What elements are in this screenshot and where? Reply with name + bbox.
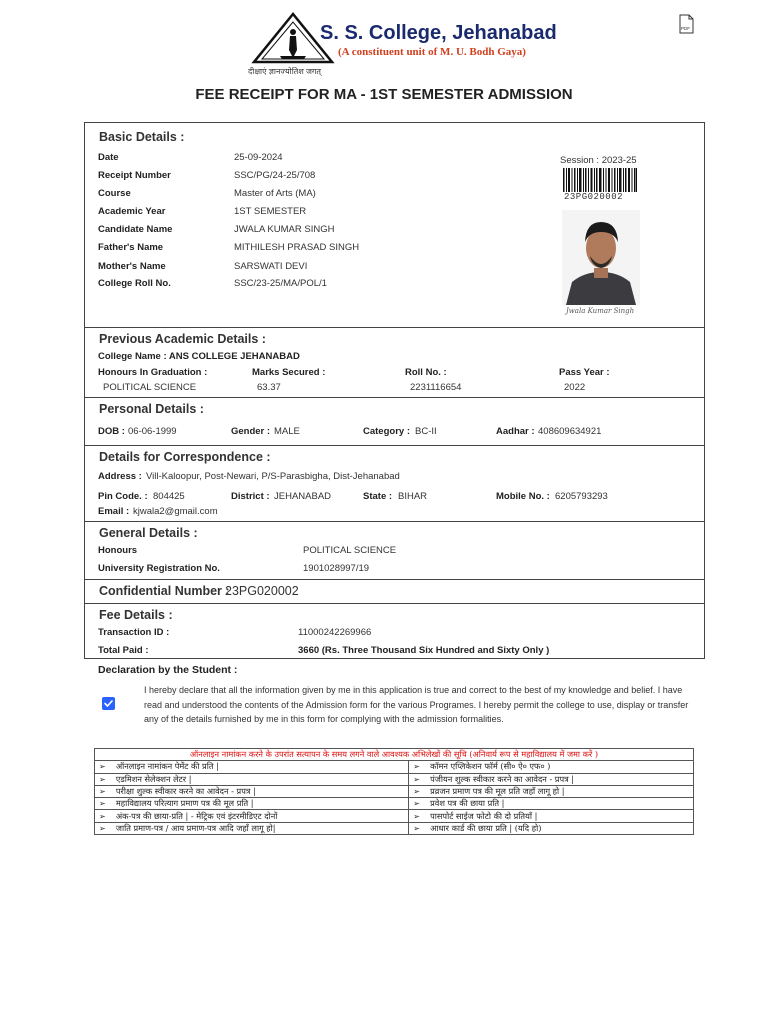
pass-year-value: 2022 bbox=[564, 382, 586, 393]
total-paid-label: Total Paid : bbox=[98, 645, 149, 656]
arrow-bullet-icon: ➢ bbox=[99, 822, 106, 833]
section-heading: Details for Correspondence : bbox=[99, 450, 271, 464]
honours-label: Honours bbox=[98, 545, 138, 556]
transaction-label: Transaction ID : bbox=[98, 627, 170, 638]
section-heading: Previous Academic Details : bbox=[99, 332, 266, 346]
table-row bbox=[95, 761, 694, 773]
table-cell bbox=[95, 822, 409, 834]
arrow-bullet-icon: ➢ bbox=[99, 773, 106, 784]
father-name-label: Father's Name bbox=[98, 242, 164, 253]
honours-subject-value: POLITICAL SCIENCE bbox=[303, 545, 397, 556]
email-label: Email : bbox=[98, 506, 130, 517]
table-cell bbox=[409, 822, 694, 834]
transaction-value: 11000242269966 bbox=[298, 627, 372, 638]
address-value: Vill-Kaloopur, Post-Newari, P/S-Parasbigha, Dist-Jehanabad bbox=[146, 471, 400, 482]
arrow-bullet-icon: ➢ bbox=[99, 810, 106, 821]
table-cell bbox=[95, 785, 409, 797]
svg-text:PDF: PDF bbox=[681, 26, 690, 31]
receipt-number-label: Receipt Number bbox=[98, 170, 171, 181]
document-item: प्रवेश पत्र की छाया प्रति | bbox=[430, 798, 505, 809]
declaration-title: Declaration by the Student : bbox=[98, 664, 238, 676]
total-paid-value: 3660 (Rs. Three Thousand Six Hundred and Sixty Only ) bbox=[298, 645, 550, 656]
confidential-value: 23PG020002 bbox=[225, 584, 299, 598]
college-name: S. S. College, Jehanabad bbox=[320, 22, 557, 44]
document-item: जाति प्रमाण-पत्र / आय प्रमाण-पत्र आदि जहाँ लागू हो| bbox=[115, 822, 276, 833]
date-value: 25-09-2024 bbox=[234, 152, 283, 163]
confidential-section bbox=[84, 580, 705, 604]
gender-value: MALE bbox=[274, 426, 300, 437]
state-value: BIHAR bbox=[398, 491, 428, 502]
document-item: एडमिशन सेलेक्शन लेटर | bbox=[115, 773, 192, 784]
pin-value: 804425 bbox=[153, 491, 185, 502]
course-label: Course bbox=[98, 188, 131, 199]
category-label: Category : bbox=[363, 426, 410, 437]
aadhar-value: 408609634921 bbox=[538, 426, 602, 437]
academic-year-label: Academic Year bbox=[98, 206, 166, 217]
document-item: प्रव्रजन प्रमाण पत्र की मूल प्रति जहाँ लागू हो | bbox=[430, 786, 565, 797]
arrow-bullet-icon: ➢ bbox=[99, 761, 106, 772]
roll-no-value: SSC/23-25/MA/POL/1 bbox=[234, 278, 327, 289]
document-item: अंक-पत्र की छाया-प्रति | - मेट्रिक एवं इंटरमीडिएट दोनों bbox=[115, 810, 278, 821]
honours-value: POLITICAL SCIENCE bbox=[103, 382, 197, 393]
pin-label: Pin Code. : bbox=[98, 491, 148, 502]
barcode bbox=[563, 168, 637, 192]
table-cell bbox=[95, 773, 409, 785]
table-row bbox=[95, 785, 694, 797]
gender-label: Gender : bbox=[231, 426, 271, 437]
father-name-value: MITHILESH PRASAD SINGH bbox=[234, 242, 360, 253]
registration-value: 1901028997/19 bbox=[303, 563, 370, 574]
district-label: District : bbox=[231, 491, 270, 502]
documents-heading: ऑनलाइन नामांकन करने के उपरांत सत्यापन के समय लगने वाले आवश्यक अभिलेखों की सूचि (अनिवार्य रूप से महाविद्यालय में जमा करें ) bbox=[95, 749, 694, 761]
arrow-bullet-icon: ➢ bbox=[99, 798, 106, 809]
personal-details-section bbox=[84, 398, 705, 446]
document-item: पंजीयन शुल्क स्वीकार करने का आवेदन - प्रपत्र | bbox=[430, 773, 575, 784]
table-cell bbox=[409, 773, 694, 785]
section-heading: Basic Details : bbox=[99, 130, 185, 144]
receipt-number-value: SSC/PG/24-25/708 bbox=[234, 170, 316, 181]
candidate-photo bbox=[562, 210, 640, 305]
table-cell bbox=[95, 798, 409, 810]
arrow-bullet-icon: ➢ bbox=[413, 786, 421, 797]
document-item: पासपोर्ट साईज फोटो की दो प्रतियाँ | bbox=[430, 810, 538, 821]
honours-header: Honours In Graduation : bbox=[98, 367, 208, 378]
arrow-bullet-icon: ➢ bbox=[413, 798, 421, 809]
course-value: Master of Arts (MA) bbox=[234, 188, 316, 199]
arrow-bullet-icon: ➢ bbox=[413, 810, 421, 821]
table-cell bbox=[409, 798, 694, 810]
section-heading: Personal Details : bbox=[99, 402, 204, 416]
category-value: BC-II bbox=[415, 426, 437, 437]
barcode-number: 23PG020002 bbox=[564, 192, 624, 202]
declaration-text: I hereby declare that all the information given by me in this application is true and correct to the best of my knowledge and belief. I have read and understood the contents of the Admission form for the various Programes. I hereby permit the college to use, display or transfer any of the details furnished by me in this form for complying with the admission formalities. bbox=[144, 685, 689, 724]
district-value: JEHANABAD bbox=[274, 491, 332, 502]
marks-value: 63.37 bbox=[257, 382, 281, 393]
aadhar-label: Aadhar : bbox=[496, 426, 535, 437]
table-header-row bbox=[95, 749, 694, 761]
mother-name-value: SARSWATI DEVI bbox=[234, 261, 308, 272]
candidate-signature: Jwala Kumar Singh bbox=[566, 307, 635, 315]
required-documents-table bbox=[94, 748, 694, 835]
table-row bbox=[95, 798, 694, 810]
table-cell bbox=[95, 810, 409, 822]
date-label: Date bbox=[98, 152, 119, 163]
document-item: कॉमन एप्लिकेशन फॉर्म (सी० ऐ० एफ० ) bbox=[430, 761, 551, 772]
arrow-bullet-icon: ➢ bbox=[413, 822, 421, 833]
dob-label: DOB : bbox=[98, 426, 125, 437]
section-heading: Fee Details : bbox=[99, 608, 173, 622]
marks-header: Marks Secured : bbox=[252, 367, 326, 378]
document-item: आधार कार्ड की छाया प्रति | (यदि हो) bbox=[430, 822, 542, 833]
confidential-label: Confidential Number : bbox=[99, 584, 230, 598]
college-motto: दीक्षाएं ज्ञानज्योतिश जगत् bbox=[248, 67, 321, 76]
email-value: kjwala2@gmail.com bbox=[133, 506, 218, 517]
table-cell bbox=[409, 761, 694, 773]
declaration-checkbox[interactable] bbox=[102, 697, 115, 710]
previous-college-name: College Name : ANS COLLEGE JEHANABAD bbox=[98, 351, 300, 362]
state-label: State : bbox=[363, 491, 393, 502]
check-icon bbox=[102, 697, 115, 710]
session-text: Session : 2023-25 bbox=[560, 155, 637, 166]
table-cell bbox=[409, 785, 694, 797]
candidate-name-label: Candidate Name bbox=[98, 224, 173, 235]
arrow-bullet-icon: ➢ bbox=[99, 786, 106, 797]
section-heading: General Details : bbox=[99, 526, 198, 540]
pass-year-header: Pass Year : bbox=[559, 367, 610, 378]
table-cell bbox=[95, 761, 409, 773]
address-label: Address : bbox=[98, 471, 142, 482]
arrow-bullet-icon: ➢ bbox=[413, 773, 421, 784]
candidate-name-value: JWALA KUMAR SINGH bbox=[234, 224, 335, 235]
page-header bbox=[0, 0, 768, 82]
pdf-download-icon[interactable] bbox=[677, 14, 695, 34]
roll-header: Roll No. : bbox=[405, 367, 447, 378]
roll-value: 2231116654 bbox=[410, 382, 462, 393]
academic-year-value: 1ST SEMESTER bbox=[234, 206, 307, 217]
table-row bbox=[95, 822, 694, 834]
mobile-label: Mobile No. : bbox=[496, 491, 550, 502]
dob-value: 06-06-1999 bbox=[128, 426, 177, 437]
registration-label: University Registration No. bbox=[98, 563, 220, 574]
roll-no-label: College Roll No. bbox=[98, 278, 171, 289]
document-item: ऑनलाइन नामांकन पेमेंट की प्रति | bbox=[115, 761, 219, 772]
arrow-bullet-icon: ➢ bbox=[413, 761, 421, 772]
document-item: महाविद्यालय परित्याग प्रमाण पत्र की मूल प्रति | bbox=[115, 798, 254, 809]
table-row bbox=[95, 810, 694, 822]
mother-name-label: Mother's Name bbox=[98, 261, 166, 272]
mobile-value: 6205793293 bbox=[555, 491, 608, 502]
table-row bbox=[95, 773, 694, 785]
college-subtitle: (A constituent unit of M. U. Bodh Gaya) bbox=[338, 46, 526, 58]
page-title: FEE RECEIPT FOR MA - 1ST SEMESTER ADMISSION bbox=[195, 86, 573, 103]
document-item: परीक्षा शुल्क स्वीकार करने का आवेदन - प्रपत्र | bbox=[115, 786, 256, 797]
table-cell bbox=[409, 810, 694, 822]
